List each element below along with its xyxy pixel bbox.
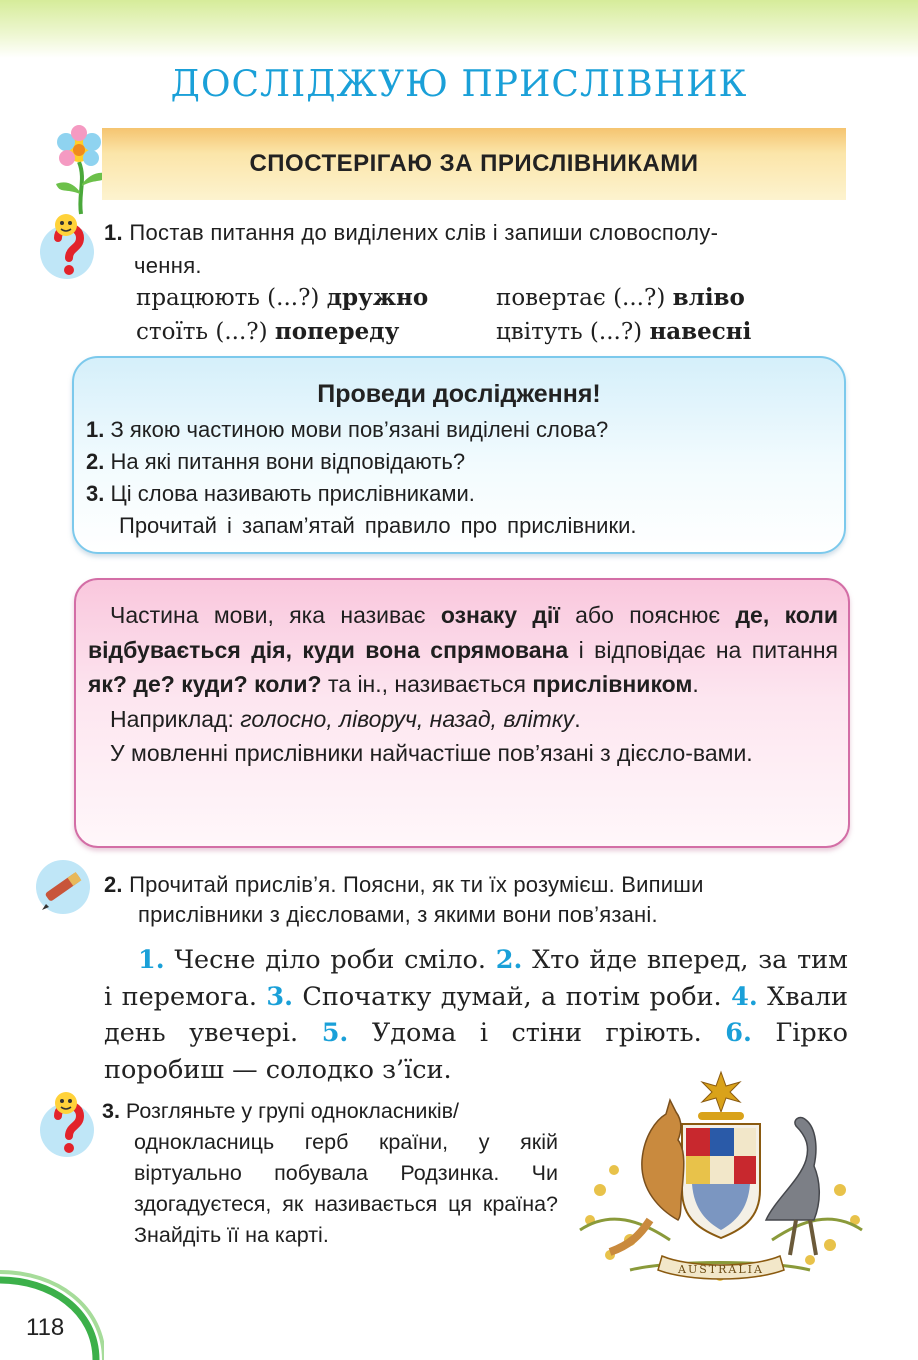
research-list: [86, 414, 836, 542]
rule-paragraph-1: Частина мови, яка називає ознаку дії або пояснює де, коли відбувається дія, куди вона спрямована і відповідає на питання як? де? куди? коли? та ін., називається прислівником.: [88, 602, 839, 697]
research-item-2: 2. На які питання вони відповідають?: [86, 449, 466, 474]
proverb-2: Хто йде вперед, за тим і перемога.: [104, 945, 849, 1012]
proverb-3: Спочатку думай, а потім роби.: [302, 981, 722, 1012]
pencil-icon: [34, 858, 92, 916]
coat-of-arms-illustration: [570, 1070, 872, 1296]
rule-paragraph-3: У мовленні прислівники найчастіше пов’язані з дієсло-вами.: [110, 740, 753, 766]
task-1-line1: Постав питання до виділених слів і запиши словосполу-: [129, 220, 719, 245]
research-title: Проведи дослідження!: [317, 380, 601, 408]
research-note: Прочитай і запам’ятай правило про прислівники.: [119, 513, 637, 538]
page-title: ДОСЛІДЖУЮ ПРИСЛІВНИК: [170, 64, 748, 105]
task-2-number: 2.: [104, 872, 123, 897]
proverbs: [104, 942, 848, 1088]
task-2-line1: Прочитай прислів’я. Поясни, як ти їх розумієш. Випиши: [129, 872, 704, 897]
task-1-number: 1.: [104, 220, 123, 245]
pair-2: повертає (...?) вліво: [496, 284, 745, 311]
proverb-4: Хвали день увечері.: [104, 981, 849, 1048]
word-pairs: [136, 281, 856, 349]
research-mascot-icon: [36, 208, 98, 280]
pair-4: цвітуть (...?) навесні: [496, 318, 752, 345]
task-3-text: однокласниць герб країни, у якій віртуально побувала Родзинка. Чи здогадуєтеся, як називається ця країна? Знайдіть її на карті.: [134, 1130, 558, 1247]
task-3: [102, 1096, 558, 1251]
section-title: СПОСТЕРІГАЮ ЗА ПРИСЛІВНИКАМИ: [249, 150, 699, 177]
task-3-number: 3.: [102, 1099, 120, 1123]
proverb-6-number: 6.: [725, 1018, 752, 1048]
task-3-line1: Розгляньте у групі однокласників/: [125, 1099, 460, 1123]
research-item-3: 3. Ці слова називають прислівниками.: [86, 481, 475, 506]
pair-1: працюють (...?) дружно: [136, 284, 429, 311]
proverb-6: Гірко поробиш — солодко з’їси.: [104, 1018, 849, 1085]
rule-text: [88, 598, 838, 771]
pair-3: стоїть (...?) попереду: [136, 318, 400, 345]
task-2: [104, 870, 850, 930]
proverb-1-number: 1.: [138, 945, 165, 975]
research-box: [72, 356, 846, 554]
proverb-3-number: 3.: [266, 981, 293, 1012]
task-1: [104, 216, 852, 282]
proverb-5-number: 5.: [321, 1018, 349, 1048]
task-1-line2: чення.: [134, 253, 202, 278]
top-band: [0, 0, 918, 58]
coat-ribbon-text: AUSTRALIA: [678, 1263, 764, 1276]
rule-example: Наприклад: голосно, ліворуч, назад, влітку.: [110, 705, 581, 732]
research-item-1: 1. З якою частиною мови пов’язані виділені слова?: [86, 417, 609, 442]
proverb-4-number: 4.: [731, 981, 758, 1012]
section-bar: [102, 128, 846, 200]
proverb-5: Удома і стіни гріють.: [371, 1018, 702, 1048]
task-2-line2: прислівники з дієсловами, з якими вони пов’язані.: [138, 902, 658, 927]
rule-box: [74, 578, 850, 848]
proverb-2-number: 2.: [495, 945, 523, 975]
page-number: 118: [26, 1314, 65, 1341]
proverb-1: Чесне діло роби сміло.: [174, 945, 486, 975]
research-mascot-icon: [36, 1086, 98, 1158]
